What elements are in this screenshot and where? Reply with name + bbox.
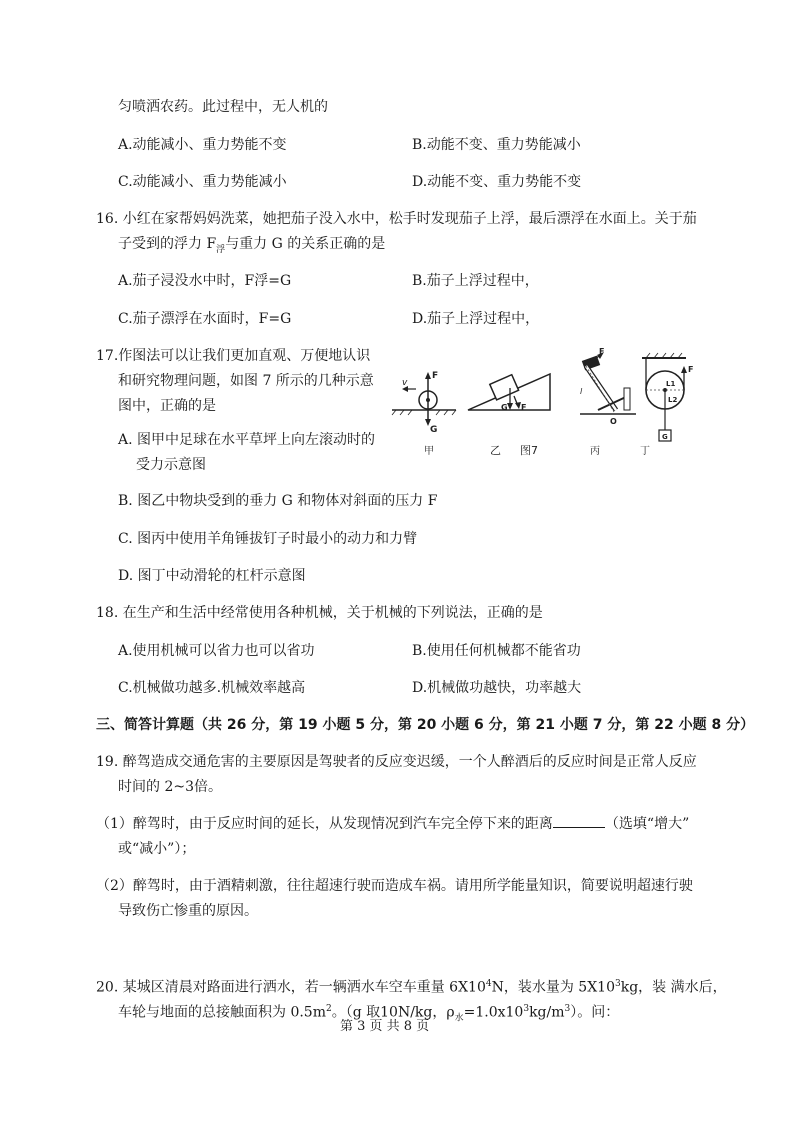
q18-option-d: D.机械做功越快，功率越大 — [412, 680, 582, 696]
label-f-yi: F — [521, 403, 527, 412]
label-l2-ding: L2 — [668, 396, 678, 404]
label-v: v — [402, 378, 408, 388]
page-footer: 第 3 页 共 8 页 — [340, 1019, 430, 1034]
q19-part2-line2: 导致伤亡惨重的原因。 — [118, 903, 258, 919]
label-o-bing: O — [610, 417, 617, 426]
q18-option-b: B.使用任何机械都不能省功 — [412, 643, 581, 659]
section-3-title: 三、简答计算题（共 26 分，第 19 小题 5 分，第 20 小题 6 分，第 21 小题 7 分，第 22 小题 8 分） — [96, 717, 755, 733]
caption-figure-7: 图7 — [520, 444, 538, 457]
answer-blank[interactable] — [553, 815, 605, 828]
q19-stem-line1: 19. 醉驾造成交通危害的主要原因是驾驶者的反应变迟缓，一个人醉酒后的反应时间是正常人反应 — [96, 754, 697, 770]
label-l1-ding: L1 — [666, 380, 676, 388]
q15-option-a: A.动能减小、重力势能不变 — [118, 137, 287, 153]
figure-panel-yi — [468, 374, 550, 412]
q15-option-b: B.动能不变、重力势能减小 — [412, 137, 581, 153]
q19-part2-line1: （2）醉驾时，由于酒精刺激，往往超速行驶而造成车祸。请用所学能量知识，简要说明超速行驶 — [96, 878, 693, 894]
q16-option-a: A.茄子浸没水中时，F浮=G — [118, 273, 292, 289]
label-g-yi: G — [501, 403, 508, 412]
q19-part1-line1: （1）醉驾时，由于反应时间的延长，从发现情况到汽车完全停下来的距离 （选填“增大” — [96, 816, 690, 832]
q19-part1-line2: 或“减小”）； — [118, 841, 196, 857]
label-f-jia: F — [432, 371, 439, 381]
q15-option-c: C.动能减小、重力势能减小 — [118, 174, 287, 190]
q16-option-c: C.茄子漂浮在水面时，F=G — [118, 311, 292, 327]
label-l-bing: l — [580, 387, 583, 396]
label-g-ding: G — [662, 433, 668, 441]
figure-panel-ding — [642, 353, 693, 441]
q17-stem-line1: 17.作图法可以让我们更加直观、万便地认识 — [96, 348, 371, 364]
q15-option-d: D.动能不变、重力势能不变 — [412, 174, 582, 190]
q16-option-d: D.茄子上浮过程中， — [412, 311, 540, 327]
label-f-ding: F — [688, 365, 694, 374]
q18-option-a: A.使用机械可以省力也可以省功 — [118, 643, 315, 659]
q16-option-b: B.茄子上浮过程中， — [412, 273, 539, 289]
q17-stem-line2: 和研究物理问题，如图 7 所示的几种示意 — [118, 373, 374, 389]
q17-option-a-line1: A. 图甲中足球在水平草坪上向左滚动时的 — [118, 432, 376, 448]
figure-panel-bing — [580, 347, 636, 426]
q15-stem-tail: 匀喷洒农药。此过程中，无人机的 — [118, 99, 328, 115]
q19-stem-line2: 时间的 2~3倍。 — [118, 779, 222, 795]
figure-7 — [390, 347, 708, 462]
q18-stem: 18. 在生产和生活中经常使用各种机械，关于机械的下列说法，正确的是 — [96, 605, 543, 621]
q17-option-d: D. 图丁中动滑轮的杠杆示意图 — [118, 568, 306, 584]
q16-stem-line1: 16. 小红在家帮妈妈洗菜，她把茄子没入水中，松手时发现茄子上浮，最后漂浮在水面上。关于茄 — [96, 211, 697, 227]
q20-stem-line2: 车轮与地面的总接触面积为 $0.5m^2$。（g 取10N/kg，$\rho_水=1.0x10^3kg/m^3$）。问： — [118, 1004, 620, 1024]
caption-ding: 丁 — [640, 446, 650, 457]
label-g-jia: G — [430, 425, 438, 435]
q17-option-c: C. 图丙中使用羊角锤拔钉子时最小的动力和力臂 — [118, 531, 418, 547]
q17-stem-line3: 图中，正确的是 — [118, 398, 216, 414]
q18-option-c: C.机械做功越多.机械效率越高 — [118, 680, 306, 696]
q17-option-b: B. 图乙中物块受到的垂力 G 和物体对斜面的压力 F — [118, 493, 438, 509]
q20-stem-line1: 20. 某城区清晨对路面进行洒水，若一辆洒水车空车重量 $6X10^4N$，装水量为 $5X10^3kg$，装 满水后， — [96, 979, 727, 996]
figure-panel-jia — [392, 371, 456, 435]
q16-stem-line2: 子受到的浮力 $F_浮$与重力 G 的关系正确的是 — [118, 236, 386, 255]
caption-bing: 丙 — [590, 446, 600, 457]
label-f-bing: F — [599, 347, 605, 356]
caption-jia: 甲 — [424, 446, 434, 457]
q17-option-a-line2: 受力示意图 — [136, 457, 206, 473]
caption-yi: 乙 — [490, 444, 501, 457]
